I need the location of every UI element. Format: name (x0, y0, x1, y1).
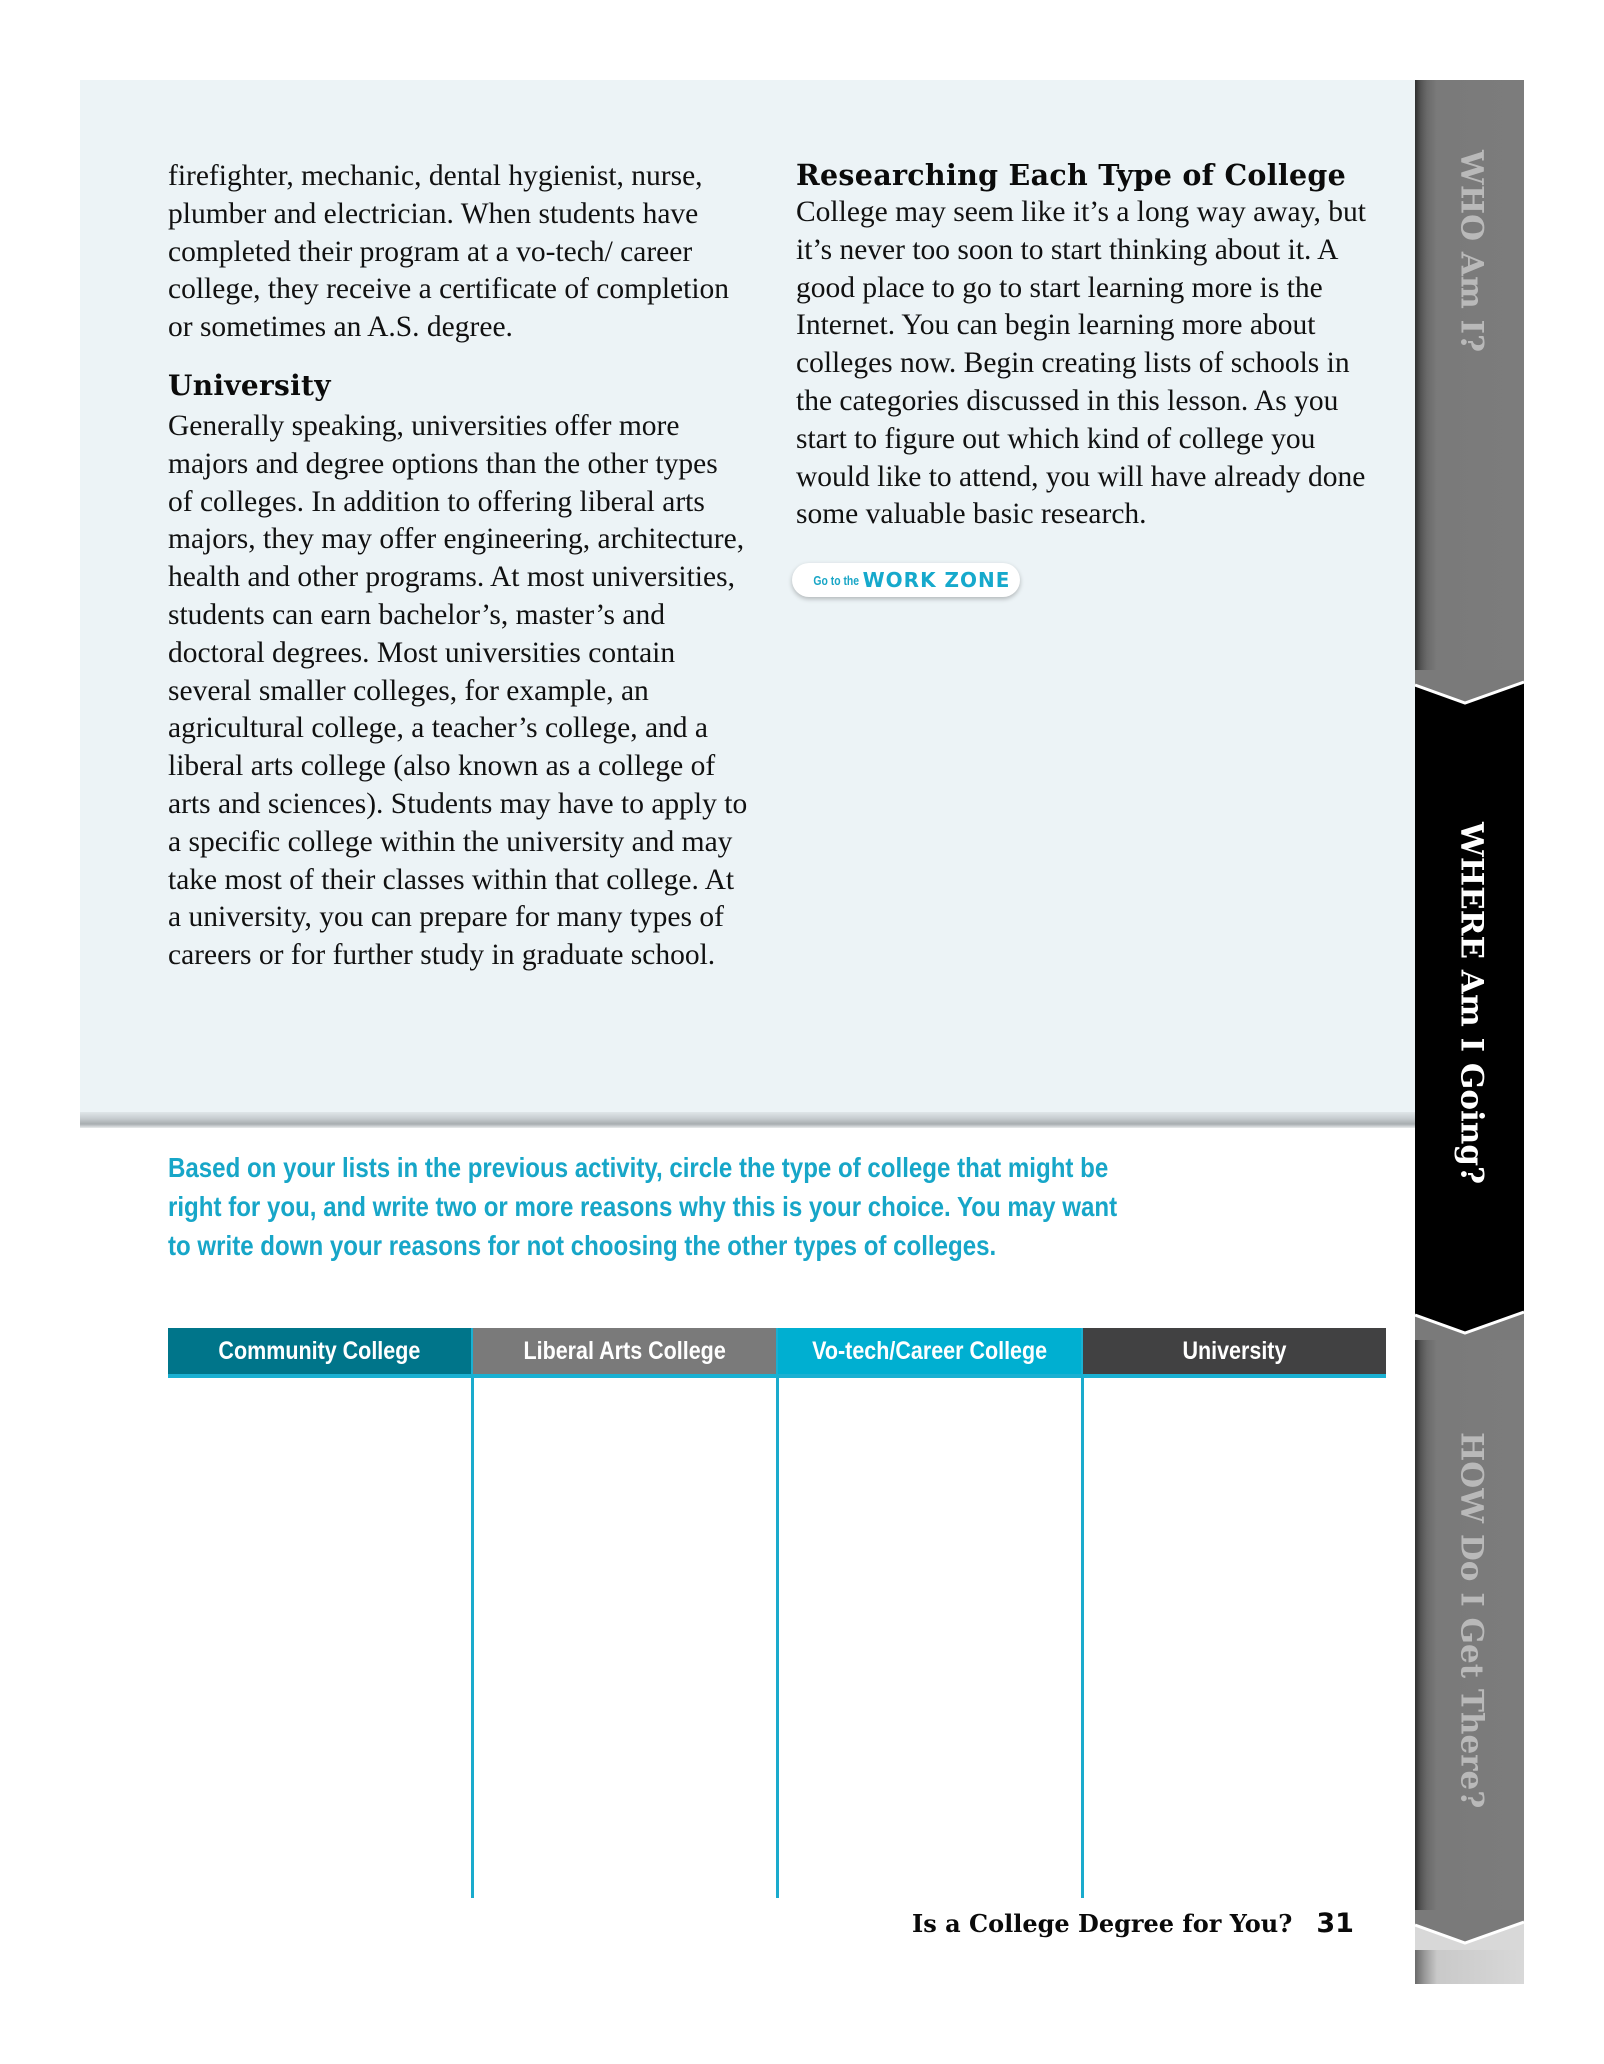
column-header-votech-career-college[interactable] (776, 1328, 1081, 1378)
page-footer (912, 1908, 1354, 1939)
side-tab-how-do-i-get-there[interactable] (1415, 1320, 1524, 1940)
work-zone-label: WORK ZONE (862, 568, 1011, 592)
side-tab-where-am-i-going[interactable] (1415, 690, 1524, 1330)
chevron-divider-icon (1415, 670, 1524, 710)
research-paragraph: College may seem like it’s a long way away, but it’s never too soon to start thinking about it. A good place to go to start learning more is the Internet. You can begin learning more about colleges now. Begin creating lists of schools in the categories discussed in this lesson. As you start to figure out which kind of college you would like to attend, you will have already done some valuable basic research. (796, 196, 1366, 531)
chevron-divider-icon (1415, 1300, 1524, 1340)
footer-title: Is a College Degree for You? (912, 1909, 1293, 1938)
side-tab-who-am-i[interactable] (1415, 80, 1524, 700)
side-section-tabs (1415, 80, 1524, 1984)
research-heading: Researching Each Type of College (796, 158, 1347, 192)
column-header-liberal-arts-college[interactable] (471, 1328, 776, 1378)
column-label: Vo-tech/Career College (812, 1336, 1047, 1365)
column-divider (776, 1378, 779, 1898)
university-heading: University (168, 368, 331, 402)
column-label: Community College (218, 1336, 421, 1365)
right-column (796, 158, 1376, 534)
column-label: University (1182, 1336, 1287, 1365)
intro-paragraph: firefighter, mechanic, dental hygienist, nurse, plumber and electrician. When students have completed their program at a vo-tech/ career college, they receive a certificate of completion or sometimes an A.S. degree. (168, 160, 730, 344)
panel-shadow-divider (80, 1112, 1415, 1128)
column-header-community-college[interactable] (168, 1328, 471, 1378)
column-divider (471, 1378, 474, 1898)
side-tab-label: WHERE Am I Going? (1453, 822, 1490, 1185)
work-zone-prefix: Go to the (812, 572, 859, 588)
left-column (168, 158, 748, 975)
college-type-table-header (168, 1328, 1386, 1378)
chevron-divider-icon (1415, 1910, 1524, 1950)
work-zone-button[interactable] (792, 563, 1020, 597)
university-paragraph: Generally speaking, universities offer more majors and degree options than the other types of colleges. In addition to offering liberal arts majors, they may offer engineering, architecture, health and other programs. At most universities, students can earn bachelor’s, master’s and doctoral degrees. Most universities contain several smaller colleges, for example, an agricultural college, a teacher’s college, and a liberal arts college (also known as a college of arts and sciences). Students may have to apply to a specific college within the university and may take most of their classes within that college. At a university, you can prepare for many types of careers or for further study in graduate school. (168, 409, 748, 972)
column-header-university[interactable] (1081, 1328, 1386, 1378)
activity-instructions: Based on your lists in the previous activity, circle the type of college that might be right for you, and write two or more reasons why this is your choice. You may want to write down your reasons for not choosing the other types of colleges. (168, 1152, 1118, 1261)
side-tab-label: HOW Do I Get There? (1453, 1432, 1490, 1809)
column-label: Liberal Arts College (523, 1336, 726, 1365)
page-number: 31 (1316, 1908, 1354, 1939)
side-tab-label: WHO Am I? (1453, 150, 1490, 353)
column-divider (1081, 1378, 1084, 1898)
